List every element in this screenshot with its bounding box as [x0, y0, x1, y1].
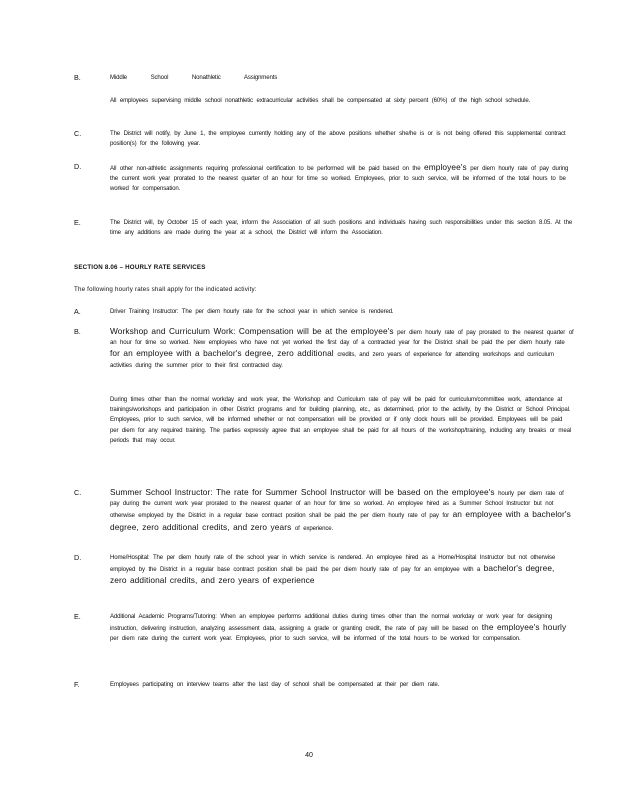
section-b-label: B. — [74, 73, 81, 82]
section-e-label: E. — [74, 218, 81, 227]
rate-c-emphasis-2: an employee with a bachelor's degree, zero additional credits, and zero years — [110, 509, 571, 532]
rate-c-label: C. — [74, 488, 82, 497]
rate-f-text: Employees participating on interview teams after the last day of school shall be compensated at their per diem rate. — [110, 681, 440, 688]
rate-f-label: F. — [74, 680, 80, 689]
rate-a-text: Driver Training Instructor: The per diem hourly rate for the school year in which service is rendered. — [110, 308, 394, 315]
rate-d-label: D. — [74, 553, 82, 562]
section-e-text: The District will, by October 15 of each year, inform the Association of all such positions and individuals having such responsibilities under this section 8.05. At the time any additions are made during the year at a school, the District will inform the Association. — [110, 219, 573, 237]
rate-e-label: E. — [74, 612, 81, 621]
section-d-text-1: All other non-athletic assignments requiring professional certification to be performed will be paid based on the — [110, 165, 421, 172]
section-806-intro: The following hourly rates shall apply for the indicated activity: — [74, 286, 257, 293]
rate-b-paragraph-2: During times other than the normal workday and work year, the Workshop and Curriculum rate of pay will be paid for curriculum/committee work, attendance at trainings/workshops and participation in other District programs and for building planning, etc., as determined, prior to the activity, by the District or School Principal. Employees, prior to such service, will be informed whether or not compensation will be provided or if only clock hours will be provided. Employees will be paid per diem for any required training. The parties expressly agree that an employee shall be paid for all hours of the workshop/training, including any breaks or meal periods that may occur. — [110, 396, 572, 444]
rate-a-label: A. — [74, 307, 81, 316]
rate-b-label: B. — [74, 327, 81, 336]
section-b-title: Middle School Nonathletic Assignments — [110, 74, 278, 81]
section-d-label: D. — [74, 162, 82, 171]
rate-c-text: hourly per diem rate of pay during the current work year prorated to the nearest quarter of an hour for time so worked. An employee hired as a Summer School Instructor but not otherwise employed by the District in a regular base contract position shall be paid the per diem hourly rate of pay for — [110, 490, 564, 520]
section-b-text: All employees supervising middle school nonathletic extracurricular activities shall be compensated at sixty percent (60%) of the high school schedule. — [110, 97, 531, 104]
rate-b-emphasis-1: Workshop and Curriculum Work: Compensation will be at the employee's — [110, 326, 394, 336]
section-d-text-2: per diem hourly rate of pay during the current work year prorated to the nearest quarter of an hour for time so worked. Employees, prior to such service, will be informed of the total hours to be worked for compensation. — [110, 165, 569, 193]
rate-b-text-1: per diem hourly rate of pay prorated to the nearest quarter of an hour for time so worked. New employees who have not yet worked the first day of a contracted year for the District shall be paid the per diem hourly rate — [110, 329, 574, 347]
rate-b-text-2: credits, and zero years of experience for attending workshops and curriculum activities during the summer prior to their first contracted day. — [110, 351, 554, 369]
section-806-heading: SECTION 8.06 – HOURLY RATE SERVICES — [74, 264, 206, 271]
rate-e-text-1: Additional Academic Programs/Tutoring: When an employee performs additional duties during times other than the normal workday or work year for designing instruction, delivering instruction, analyzing assessment data, assigning a grade or granting credit, the rate of pay will be based on — [110, 613, 553, 633]
rate-d-text: Home/Hospital: The per diem hourly rate of the school year in which service is rendered. An employee hired as a Home/Hospital Instructor but not otherwise employed by the District in a regular base contract position shall be paid the per diem hourly rate of pay for an employee with a — [110, 554, 556, 574]
rate-e-emphasis: the employee's hourly — [481, 622, 567, 633]
page-number: 40 — [305, 752, 313, 759]
rate-d-emphasis: bachelor's degree, zero additional credits, and zero years of experience — [110, 563, 555, 586]
section-d-emphasis: employee's — [424, 162, 467, 172]
rate-b-emphasis-2: for an employee with a bachelor's degree, zero additional — [110, 348, 334, 359]
rate-c-text-end: of experience. — [294, 524, 334, 532]
rate-c-emphasis-1: Summer School Instructor: The rate for Summer School Instructor will be based on the employee's — [110, 487, 495, 497]
section-c-label: C. — [74, 129, 82, 138]
section-c-text: The District will notify, by June 1, the employee currently holding any of the above positions whether she/he is or is not being offered this supplemental contract position(s) for the following year. — [110, 130, 566, 148]
rate-e-text-2: per diem rate during the current work year. Employees, prior to such service, will be informed of the total hours to be worked for compensation. — [110, 635, 521, 643]
